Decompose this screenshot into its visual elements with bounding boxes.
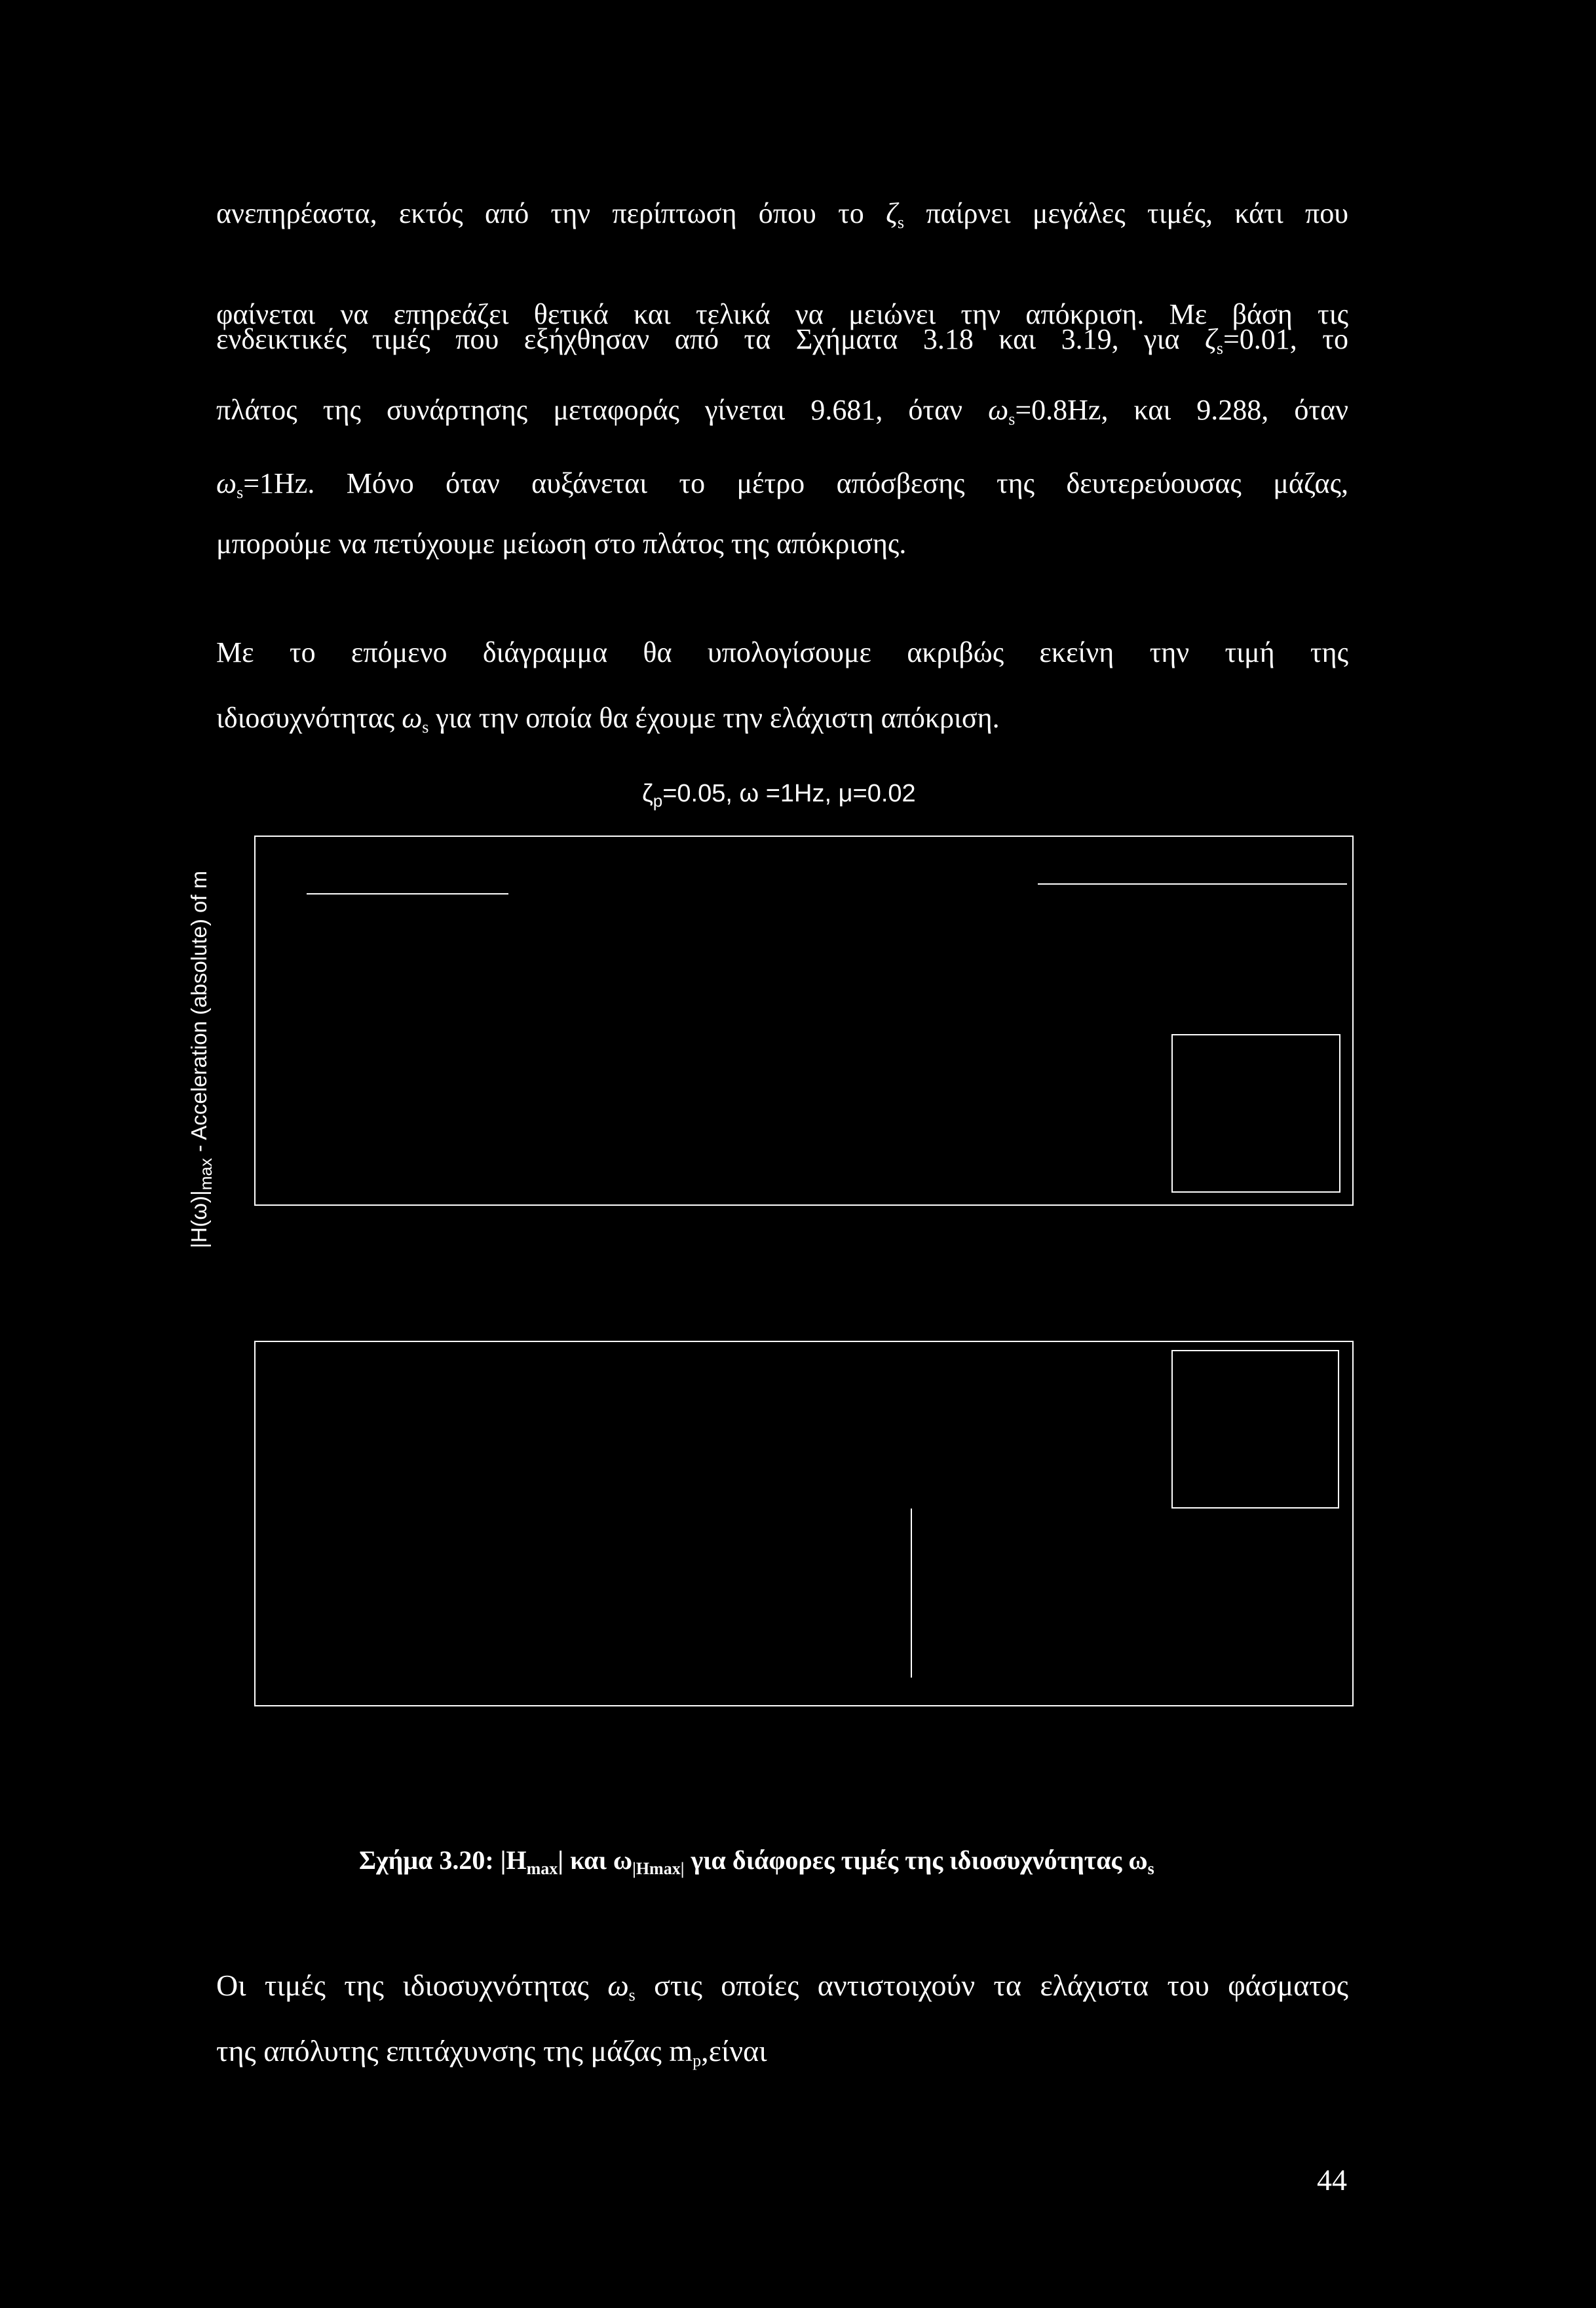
para1-line3: ενδεικτικές τιμές που εξήχθησαν από τα Σχήματα 3.18 και 3.19, για $\zeta_s=0.01$, το xyxy=(216,323,1348,358)
plot1-title: $\zeta_p=0.05$, ω =1Hz, μ=0.02 xyxy=(642,780,916,811)
para1-line2: φαίνεται να επηρεάζει θετικά και τελικά να μειώνει την απόκριση. Με βάση τις xyxy=(216,298,1348,330)
para1-line6: μπορούμε να πετύχουμε μείωση στο πλάτος της απόκρισης. xyxy=(216,528,907,560)
para2-line1: Με το επόμενο διάγραμμα θα υπολογίσουμε ακριβώς εκείνη την τιμή της xyxy=(216,636,1348,668)
para3-line2: της απόλυτης επιτάχυνσης της μάζας $m_p,\varepsilon ί\nu\alpha\iota$ xyxy=(216,2034,767,2070)
plot2-vertical-mark xyxy=(911,1509,912,1678)
plot1-curve-left xyxy=(307,893,508,894)
para3-line1: Οι τιμές της ιδιοσυχνότητας $\omega_s$ στις οποίες αντιστοιχούν τα ελάχιστα του φάσματος xyxy=(216,1969,1348,2005)
para1-line1: ανεπηρέαστα, εκτός από την περίπτωση όπου το $\zeta_s$ παίρνει μεγάλες τιμές, κάτι που xyxy=(216,197,1348,232)
plot1-legend-box xyxy=(1171,1034,1340,1193)
para1-line5: $\omega_s=1Hz$. Μόνο όταν αυξάνεται το μέτρο απόσβεσης της δευτερεύουσας μάζας, xyxy=(216,467,1348,502)
para1-line4: πλάτος της συνάρτησης μεταφοράς γίνεται 9.681, όταν $\omega_s=0.8Hz$, και 9.288, όταν xyxy=(216,394,1348,429)
plot1-curve-right xyxy=(1038,883,1347,885)
plot1-ylabel: $|H(\omega)|_{max}$ - Acceleration (absolute) of m xyxy=(187,870,216,1248)
page-number: 44 xyxy=(1317,2163,1347,2197)
plot2-legend-box xyxy=(1171,1350,1339,1509)
para2-line2: ιδιοσυχνότητας $\omega_s$ για την οποία θα έχουμε την ελάχιστη απόκριση. xyxy=(216,702,1000,737)
figure-caption: Σχήμα 3.20: $|H_{max}|$ και $\omega_{|Hmax|}$ για διάφορες τιμές της ιδιοσυχνότητας $\omega_s$ xyxy=(359,1845,1154,1878)
